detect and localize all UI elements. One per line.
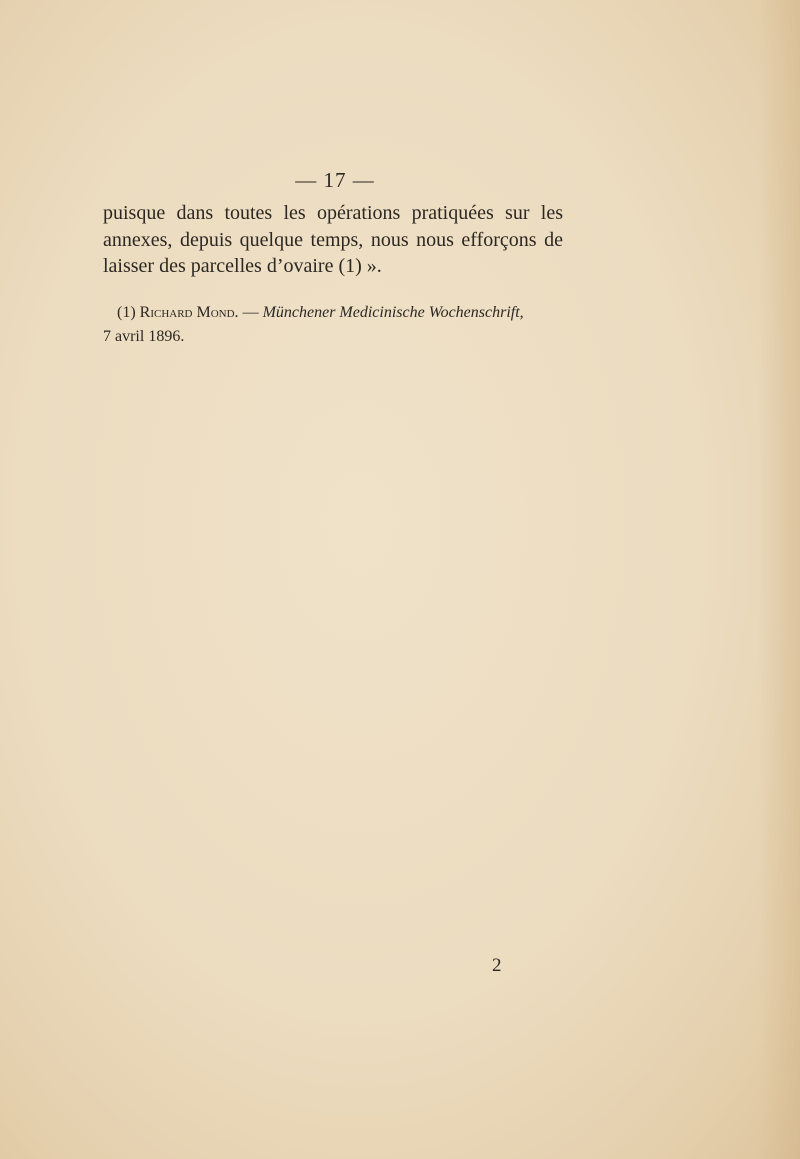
footnote-marker: (1)	[117, 304, 136, 321]
footnote-date: 7 avril 1896.	[103, 328, 185, 345]
page-edge-shading	[758, 0, 800, 1159]
page-number: — 17 —	[295, 168, 375, 192]
body-paragraph	[103, 200, 563, 280]
footnote-journal: Münchener Medicinische Wochenschrift,	[262, 304, 524, 321]
body-line: annexes, depuis quelque temps, nous nous efforçons de	[103, 228, 563, 251]
footnote	[103, 301, 563, 349]
footnote-dash: —	[242, 304, 259, 321]
body-line: puisque dans toutes les opérations pratiquées sur les	[103, 202, 563, 224]
body-line: laisser des parcelles d’ovaire (1) ».	[103, 255, 382, 277]
footnote-line	[103, 301, 563, 325]
signature-mark: 2	[492, 955, 502, 976]
footnote-author: Richard Mond.	[139, 304, 239, 321]
